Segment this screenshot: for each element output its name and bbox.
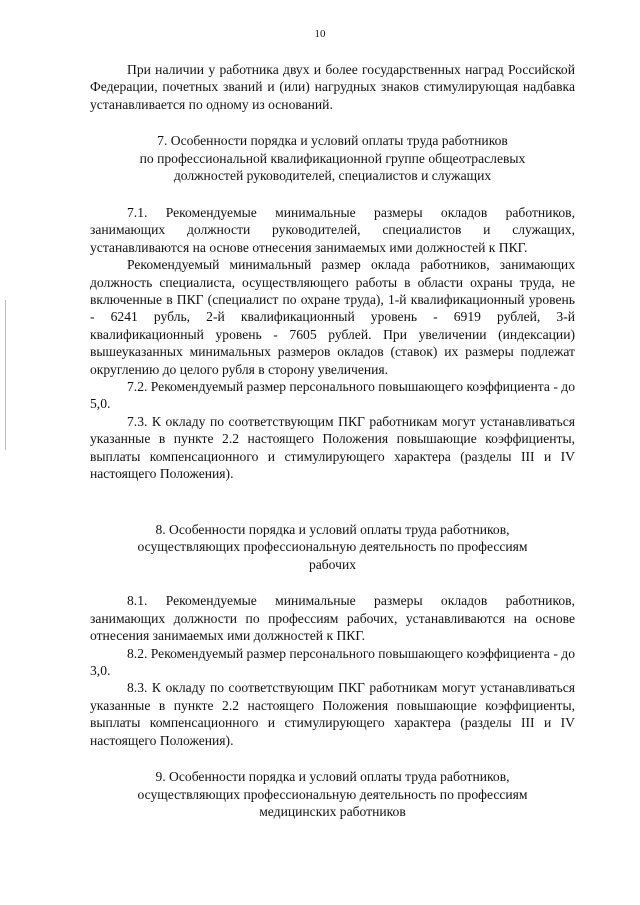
section-7-heading-line: должностей руководителей, специалистов и служащих	[173, 168, 492, 184]
section-9-heading-line: осуществляющих профессиональную деятельность по профессиям	[137, 786, 528, 802]
scan-edge-mark	[5, 300, 6, 450]
section-7-heading	[90, 132, 575, 185]
section-7-heading-line: 7. Особенности порядка и условий оплаты труда работников	[157, 133, 508, 149]
intro-paragraph: При наличии у работника двух и более государственных наград Российской Федерации, почетных званий и (или) нагрудных знаков стимулирующая надбавка устанавливается по одному из оснований.	[90, 62, 575, 112]
paragraph-7-2: 7.2. Рекомендуемый размер персонального повышающего коэффициента - до 5,0.	[90, 379, 575, 412]
paragraph-7-3: 7.3. К окладу по соответствующим ПКГ работникам могут устанавливаться указанные в пункте 2.2 настоящего Положения повышающие коэффициенты, выплаты компенсационного и стимулирующего характера (разделы III и IV настоящего Положения).	[90, 413, 575, 482]
document-body	[90, 61, 575, 821]
section-8-heading-line: 8. Особенности порядка и условий оплаты труда работников,	[155, 521, 510, 537]
section-7-heading-line: по профессиональной квалификационной группе общеотраслевых	[139, 150, 526, 166]
section-8-heading-line: осуществляющих профессиональную деятельность по профессиям	[137, 539, 528, 555]
page-number: 10	[314, 28, 326, 40]
paragraph-8-3: 8.3. К окладу по соответствующим ПКГ работникам могут устанавливаться указанные в пункте 2.2 настоящего Положения повышающие коэффициенты, выплаты компенсационного и стимулирующего характера (разделы III и IV настоящего Положения).	[90, 680, 575, 748]
paragraph-7-1-specialist: Рекомендуемый минимальный размер оклада работников, занимающих должность специалиста, осуществляющего работы в области охраны труда, не включенные в ПКГ (специалист по охране труда), 1-й квалификационный уровень - 6241 рубль, 2-й квалификационный уровень - 6919 рублей, 3-й квалификационный уровень - 7605 рублей. При увеличении (индексации) вышеуказанных минимальных размеров окладов (ставок) их размеры подлежат округлению до целого рубля в сторону увеличения.	[90, 257, 575, 377]
section-8-heading-line: рабочих	[308, 556, 357, 572]
paragraph-8-1: 8.1. Рекомендуемые минимальные размеры окладов работников, занимающих должности по профессиям рабочих, устанавливаются на основе отнесения занимаемых ими должностей к ПКГ.	[90, 593, 575, 644]
section-9-heading-line: медицинских работников	[259, 804, 406, 820]
paragraph-8-2: 8.2. Рекомендуемый размер персонального повышающего коэффициента - до 3,0.	[90, 645, 575, 678]
section-9-heading	[90, 768, 575, 821]
section-8-heading	[90, 521, 575, 574]
paragraph-7-1: 7.1. Рекомендуемые минимальные размеры окладов работников, занимающих должности руководителей, специалистов и служащих, устанавливаются на основе отнесения занимаемых ими должностей к ПКГ.	[90, 205, 575, 255]
section-9-heading-line: 9. Особенности порядка и условий оплаты труда работников,	[155, 768, 510, 784]
